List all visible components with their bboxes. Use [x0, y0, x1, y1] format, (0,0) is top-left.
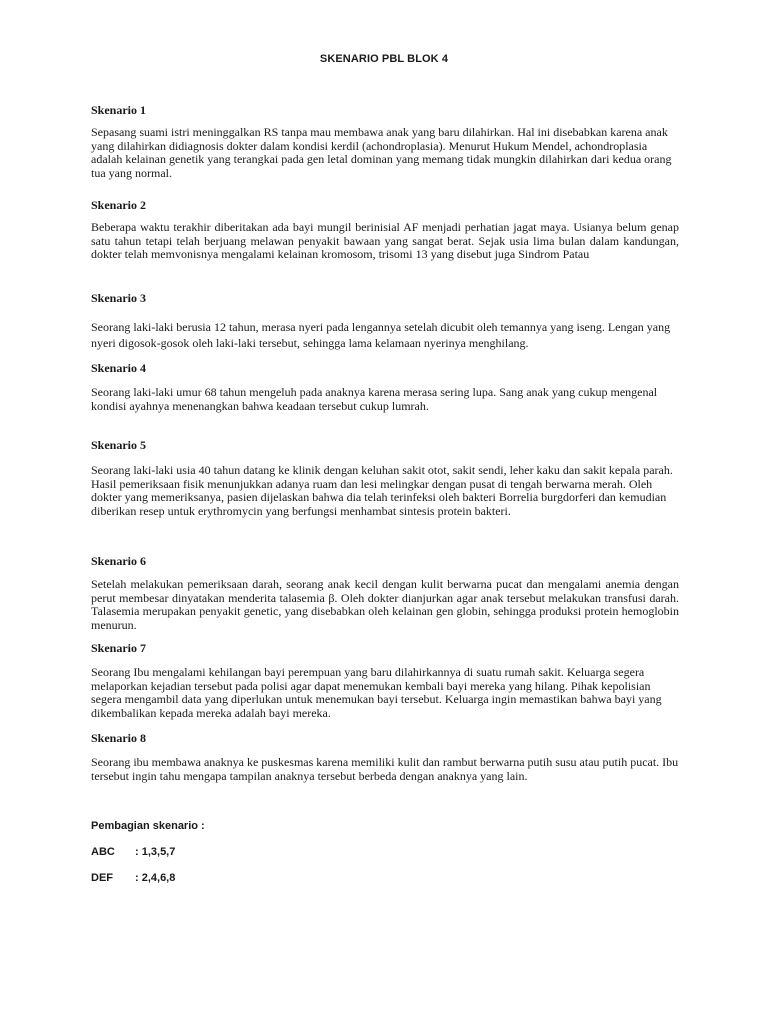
- division-row: [91, 846, 175, 858]
- scenario-8-heading: Skenario 8: [91, 731, 147, 745]
- division-value: : 1,3,5,7: [135, 846, 176, 858]
- scenario-4-text: Seorang laki-laki umur 68 tahun mengeluh pada anaknya karena merasa sering lupa. Sang anak yang cukup mengenal kondisi ayahnya menenangkan bahwa keadaan tersebut cukup lumrah.: [91, 385, 658, 413]
- division-row: [91, 872, 175, 884]
- scenario-6-text: Setelah melakukan pemeriksaan darah, seorang anak kecil dengan kulit berwarna pucat dan mengalami anemia dengan perut membesar dinyatakan menderita talasemia β. Oleh dokter dianjurkan agar anak tersebut melakukan transfusi darah. Talasemia merupakan penyakit genetic, yang disebabkan oleh kelainan gen globin, sehingga produksi protein hemoglobin menurun.: [91, 577, 679, 632]
- scenario-5-heading: Skenario 5: [91, 438, 147, 452]
- scenario-7-text: Seorang Ibu mengalami kehilangan bayi perempuan yang baru dilahirkannya di suatu rumah sakit. Keluarga segera melaporkan kejadian tersebut pada polisi agar dapat menemukan kembali bayi mereka yang hilang. Pihak kepolisian segera mengambil data yang diperlukan untuk menemukan bayi tersebut. Keluarga ingin memastikan bahwa bayi yang dikembalikan kepada mereka adalah bayi mereka.: [91, 665, 662, 720]
- scenario-8-text: Seorang ibu membawa anaknya ke puskesmas karena memiliki kulit dan rambut berwarna putih susu atau putih pucat. Ibu tersebut ingin tahu mengapa tampilan anaknya tersebut berbeda dengan anaknya yang lain.: [91, 755, 679, 783]
- scenario-3-text: Seorang laki-laki berusia 12 tahun, merasa nyeri pada lengannya setelah dicubit oleh temannya yang iseng. Lengan yang nyeri digosok-gosok oleh laki-laki tersebut, sehingga lama kelamaan nyerinya menghilang.: [91, 320, 671, 350]
- scenario-5-text: Seorang laki-laki usia 40 tahun datang ke klinik dengan keluhan sakit otot, sakit sendi, leher kaku dan sakit kepala parah. Hasil pemeriksaan fisik menunjukkan adanya ruam dan lesi melingkar dengan pusat di tengah berwarna merah. Oleh dokter yang memeriksanya, pasien dijelaskan bahwa dia telah terinfeksi oleh bakteri Borrelia burgdorferi dan kemudian diberikan resep untuk erythromycin yang berfungsi menhambat sintesis protein bakteri.: [91, 463, 673, 518]
- division-group: DEF: [91, 872, 113, 884]
- scenario-1-text: Sepasang suami istri meninggalkan RS tanpa mau membawa anak yang baru dilahirkan. Hal ini disebabkan karena anak yang dilahirkan didiagnosis dokter dalam kondisi kerdil (achondroplasia). Menurut Hukum Mendel, achondroplasia adalah kelainan genetik yang terangkai pada gen letal dominan yang memang tidak mungkin dilahirkan dari kedua orang tua yang normal.: [91, 125, 672, 180]
- scenario-6-heading: Skenario 6: [91, 554, 147, 568]
- scenario-2-heading: Skenario 2: [91, 198, 147, 212]
- division-label: Pembagian skenario :: [91, 820, 205, 832]
- division-value: : 2,4,6,8: [135, 872, 176, 884]
- document-title: SKENARIO PBL BLOK 4: [319, 53, 449, 65]
- scenario-7-heading: Skenario 7: [91, 641, 147, 655]
- division-group: ABC: [91, 846, 115, 858]
- scenario-4-heading: Skenario 4: [91, 361, 147, 375]
- scenario-1-heading: Skenario 1: [91, 103, 147, 117]
- scenario-3-heading: Skenario 3: [91, 291, 147, 305]
- scenario-2-text: Beberapa waktu terakhir diberitakan ada bayi mungil berinisial AF menjadi perhatian jagat maya. Usianya belum genap satu tahun tetapi telah berjuang melawan penyakit bawaan yang sangat berat. Sejak usia lima bulan dalam kandungan, dokter telah memvonisnya mengalami kelainan kromosom, trisomi 13 yang disebut juga Sindrom Patau: [91, 220, 679, 261]
